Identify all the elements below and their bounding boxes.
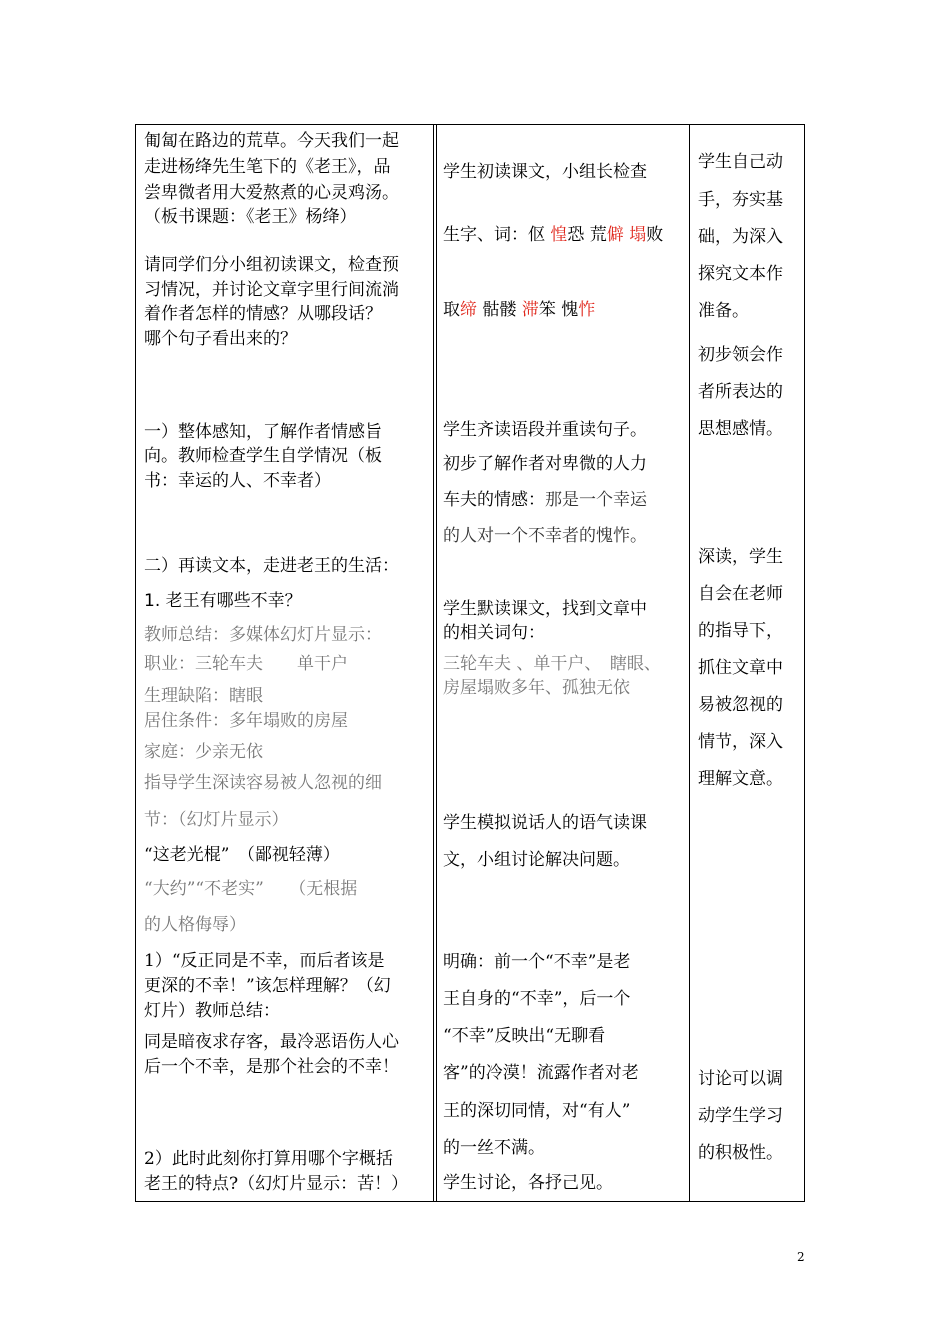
clarify-text: 前一个“不幸”是老 <box>494 952 631 972</box>
student-read-2-tail: 那是一个幸运 <box>545 490 647 510</box>
intro-line: 走进杨绛先生笔下的《老王》，品 <box>144 157 391 177</box>
key-words: 三轮车夫 、单干户、 瞎眼、 <box>443 654 661 674</box>
clarify-line: 客”的冷漠！流露作者对老 <box>443 1063 639 1083</box>
group-read-line: 习情况，并讨论文章字里行间流淌 <box>144 280 399 300</box>
page-number: 2 <box>797 1250 805 1264</box>
student-read-4: 文，小组讨论解决问题。 <box>443 850 630 870</box>
intro-line: （板书课题：《老王》杨绛） <box>144 207 357 227</box>
intro-line: 尝卑微者用大爱熬煮的心灵鸡汤。 <box>144 183 399 203</box>
clarify-line: 王的深切同情，对“有人” <box>443 1101 631 1121</box>
note-line: 自会在老师 <box>698 584 783 604</box>
clarify-line <box>443 950 630 974</box>
vocab-char-highlight: 怍 <box>578 300 596 320</box>
group-read-line: 请同学们分小组初读课文，检查预 <box>144 255 399 275</box>
vocab-char: 取 <box>443 300 460 320</box>
vocab-char: 伛 <box>528 225 551 245</box>
student-read-2: 初步了解作者对卑微的人力 <box>443 454 647 474</box>
quote-line: “这老光棍” （鄙视轻薄） <box>144 845 340 865</box>
student-read-2: 学生齐读语段并重读句子。 <box>443 420 647 440</box>
note-line: 动学生学习 <box>698 1106 783 1126</box>
student-read-1: 学生初读课文，小组长检查 <box>443 162 647 182</box>
clarify-line: 的一丝不满。 <box>443 1138 545 1158</box>
key-words: 房屋塌败多年、孤独无依 <box>443 678 630 698</box>
summary-line: 居住条件：多年塌败的房屋 <box>144 711 348 731</box>
note-line: 讨论可以调 <box>698 1069 783 1089</box>
summary-line: 职业：三轮车夫 单干户 <box>144 654 348 674</box>
part1-line: 向。教师检查学生自学情况（板 <box>144 446 382 466</box>
vocab-char-highlight: 僻 <box>606 225 624 245</box>
column-divider <box>689 125 690 1201</box>
note-line: 础，为深入 <box>698 227 783 247</box>
student-read-3: 学生默读课文，找到文章中 <box>443 599 647 619</box>
vocab-row <box>443 298 595 322</box>
note-line: 的积极性。 <box>698 1143 783 1163</box>
vocab-chars <box>528 225 663 245</box>
question-2-line: 灯片）教师总结： <box>144 1001 280 1021</box>
student-read-3: 的相关词句： <box>443 623 545 643</box>
group-read-line: 哪个句子看出来的？ <box>144 329 297 349</box>
vocab-char: 骷髅 <box>477 300 522 320</box>
student-read-2-head: 车夫的情感： <box>443 490 545 510</box>
answer-line: 同是暗夜求存客，最冷恶语伤人心 <box>144 1032 399 1052</box>
question-1: 1. 老王有哪些不幸？ <box>144 591 302 611</box>
vocab-char-highlight: 缔 <box>460 300 477 320</box>
group-read-line: 着作者怎样的情感？从哪段话？ <box>144 304 382 324</box>
note-line: 学生自己动 <box>698 152 783 172</box>
vocab-char: 败 <box>646 225 664 245</box>
clarify-line: 王自身的“不幸”，后一个 <box>443 989 631 1009</box>
part1-line: 一）整体感知，了解作者情感旨 <box>144 422 382 442</box>
vocab-char-highlight: 惶 <box>550 225 568 245</box>
question-3-line: 老王的特点?（幻灯片显示：苦！） <box>144 1174 409 1194</box>
summary-line: 生理缺陷：瞎眼 <box>144 686 263 706</box>
question-2-line: 1）“反正同是不幸，而后者该是 <box>144 951 385 971</box>
clarify-line: “不幸”反映出“无聊看 <box>443 1026 606 1046</box>
vocab-label: 生字、词： <box>443 225 528 245</box>
discuss-line: 学生讨论，各抒己见。 <box>443 1173 613 1193</box>
vocab-char: 笨 愧 <box>538 300 579 320</box>
clarify-label: 明确： <box>443 952 494 972</box>
quote-line: “大约”“不老实” （无根据 <box>144 879 358 899</box>
note-line: 者所表达的 <box>698 382 783 402</box>
part2-title: 二）再读文本，走进老王的生活： <box>144 556 399 576</box>
summary-line: 指导学生深读容易被人忽视的细 <box>144 773 382 793</box>
note-line: 准备。 <box>698 301 749 321</box>
column-divider <box>433 125 434 1201</box>
vocab-char-highlight: 滞 <box>521 300 539 320</box>
column-divider <box>436 125 437 1201</box>
question-2-line: 更深的不幸！”该怎样理解？（幻 <box>144 976 391 996</box>
vocab-char-highlight: 塌 <box>629 225 647 245</box>
note-line: 理解文意。 <box>698 769 783 789</box>
note-line: 易被忽视的 <box>698 695 783 715</box>
student-read-4: 学生模拟说话人的语气读课 <box>443 813 647 833</box>
answer-line: 后一个不幸，是那个社会的不幸！ <box>144 1057 399 1077</box>
vocab-char: 恐 荒 <box>567 225 607 245</box>
vocab-row <box>443 223 663 247</box>
student-read-2 <box>443 488 647 512</box>
question-3-line: 2）此时此刻你打算用哪个字概括 <box>144 1149 393 1169</box>
note-line: 思想感情。 <box>698 419 783 439</box>
note-line: 情节，深入 <box>698 732 783 752</box>
note-line: 初步领会作 <box>698 345 783 365</box>
part1-line: 书：幸运的人、不幸者） <box>144 471 331 491</box>
note-line: 的指导下， <box>698 621 783 641</box>
student-read-2: 的人对一个不幸者的愧怍。 <box>443 526 647 546</box>
note-line: 抓住文章中 <box>698 658 783 678</box>
note-line: 深读，学生 <box>698 547 783 567</box>
summary-line: 家庭：少亲无依 <box>144 742 263 762</box>
intro-line: 匍匐在路边的荒草。今天我们一起 <box>144 131 399 151</box>
summary-line: 教师总结：多媒体幻灯片显示： <box>144 625 382 645</box>
summary-line: 节：（幻灯片显示） <box>144 810 289 830</box>
note-line: 探究文本作 <box>698 264 783 284</box>
quote-line: 的人格侮辱） <box>144 915 246 935</box>
note-line: 手，夯实基 <box>698 190 783 210</box>
